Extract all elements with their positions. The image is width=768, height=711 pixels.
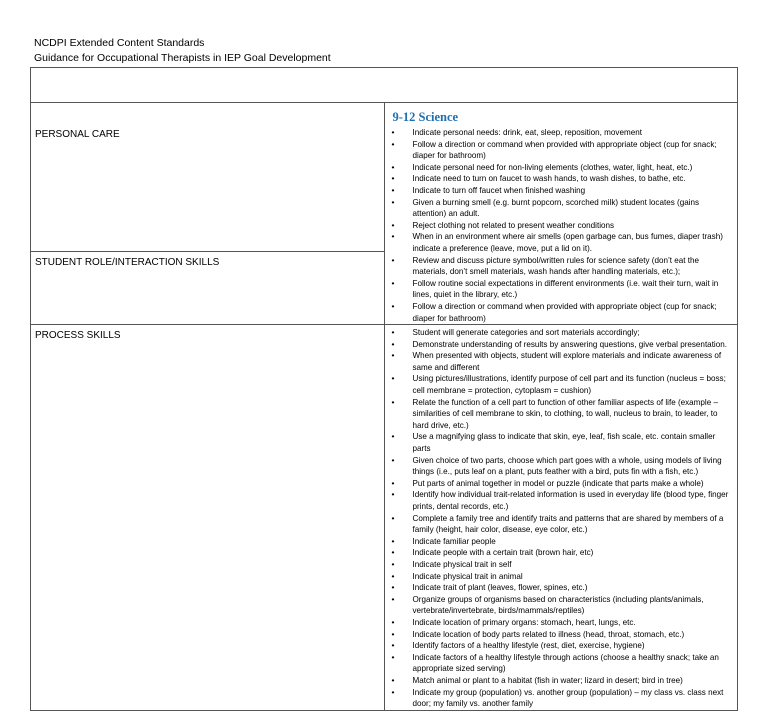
list-item: • Indicate need to turn on faucet to wash hands, to wash dishes, to bathe, etc. — [385, 173, 738, 185]
row-label-cell — [31, 325, 385, 711]
row-content-cell — [384, 325, 738, 711]
list-item: • Demonstrate understanding of results by answering questions, give verbal presentation. — [385, 339, 738, 351]
list-item: • Indicate physical trait in self — [385, 559, 738, 571]
list-item: • Follow routine social expectations in different environments (i.e. wait their turn, wait in lines, quiet in the library, etc.) — [385, 278, 738, 301]
row-label: PROCESS SKILLS — [35, 330, 121, 342]
list-item: • Relate the function of a cell part to function of other familiar aspects of life (example – similarities of cell membrane to skin, to clothing, to wall, nucleus to brain, to leader, to hard drive, etc.) — [385, 397, 738, 432]
table-row — [31, 103, 738, 325]
list-item: • When in an environment where air smells (open garbage can, bus fumes, diaper trash) indicate a preference (leave, move, put a lid on it). — [385, 231, 738, 254]
row-label-cell — [31, 103, 385, 325]
table-row — [31, 325, 738, 711]
list-item: • Indicate people with a certain trait (brown hair, etc) — [385, 547, 738, 559]
section-title: 9-12 Science — [392, 110, 459, 124]
label-spacer — [31, 103, 384, 124]
standards-table — [30, 67, 738, 711]
top-empty-cell — [31, 68, 738, 103]
item-list — [385, 125, 738, 324]
list-item: • Indicate factors of a healthy lifestyle through actions (choose a healthy snack; take an appropriate sized serving) — [385, 652, 738, 675]
document-header — [34, 36, 331, 66]
list-item: • Indicate familiar people — [385, 536, 738, 548]
list-item: • Match animal or plant to a habitat (fish in water; lizard in desert; bird in tree) — [385, 675, 738, 687]
list-item: • Student will generate categories and sort materials accordingly; — [385, 327, 738, 339]
row-content-cell — [384, 103, 738, 325]
list-item: • Identify how individual trait-related information is used in everyday life (blood type, finger prints, dental records, etc.) — [385, 489, 738, 512]
list-item: • Reject clothing not related to present weather conditions — [385, 220, 738, 232]
list-item: • Complete a family tree and identify traits and patterns that are shared by members of a family (height, hair color, disease, eye color, etc.) — [385, 513, 738, 536]
list-item: • Put parts of animal together in model or puzzle (indicate that parts make a whole) — [385, 478, 738, 490]
list-item: • Follow a direction or command when provided with appropriate object (cup for snack; diaper for bathroom) — [385, 301, 738, 324]
list-item: • Indicate physical trait in animal — [385, 571, 738, 583]
list-item: • Indicate personal need for non-living elements (clothes, water, light, heat, etc.) — [385, 162, 738, 174]
header-line-1: NCDPI Extended Content Standards — [34, 37, 205, 49]
list-item: • Organize groups of organisms based on characteristics (including plants/animals, vertebrate/invertebrate, birds/mammals/reptiles) — [385, 594, 738, 617]
list-item: • Indicate location of body parts related to illness (head, throat, stomach, etc.) — [385, 629, 738, 641]
row-label: PERSONAL CARE — [35, 129, 120, 140]
list-item: • Indicate my group (population) vs. another group (population) – my class vs. class next door; my family vs. another family — [385, 687, 738, 710]
header-line-2: Guidance for Occupational Therapists in IEP Goal Development — [34, 52, 331, 64]
item-list — [385, 325, 738, 710]
list-item: • Given choice of two parts, choose which part goes with a whole, using models of living things (i.e., puts leaf on a plant, puts feather with a bird, puts fin with a fish, etc.) — [385, 455, 738, 478]
list-item: • Using pictures/illustrations, identify purpose of cell part and its function (nucleus = boss; cell membrane = protection, cytoplasm = cushion) — [385, 373, 738, 396]
list-item: • When presented with objects, student will explore materials and indicate awareness of same and different — [385, 350, 738, 373]
list-item: • Review and discuss picture symbol/written rules for science safety (don’t eat the materials, don’t smell materials, wash hands after handling materials, etc.); — [385, 255, 738, 278]
list-item: • Indicate personal needs: drink, eat, sleep, reposition, movement — [385, 127, 738, 139]
row-label: STUDENT ROLE/INTERACTION SKILLS — [30, 251, 384, 272]
list-item: • Given a burning smell (e.g. burnt popcorn, scorched milk) student locates (gains attention) an adult. — [385, 197, 738, 220]
list-item: • Indicate location of primary organs: stomach, heart, lungs, etc. — [385, 617, 738, 629]
table-top-row — [31, 68, 738, 103]
list-item: • Identify factors of a healthy lifestyle (rest, diet, exercise, hygiene) — [385, 640, 738, 652]
list-item: • Indicate trait of plant (leaves, flower, spines, etc.) — [385, 582, 738, 594]
list-item: • Follow a direction or command when provided with appropriate object (cup for snack; diaper for bathroom) — [385, 139, 738, 162]
list-item: • Indicate to turn off faucet when finished washing — [385, 185, 738, 197]
list-item: • Use a magnifying glass to indicate that skin, eye, leaf, fish scale, etc. contain smaller parts — [385, 431, 738, 454]
